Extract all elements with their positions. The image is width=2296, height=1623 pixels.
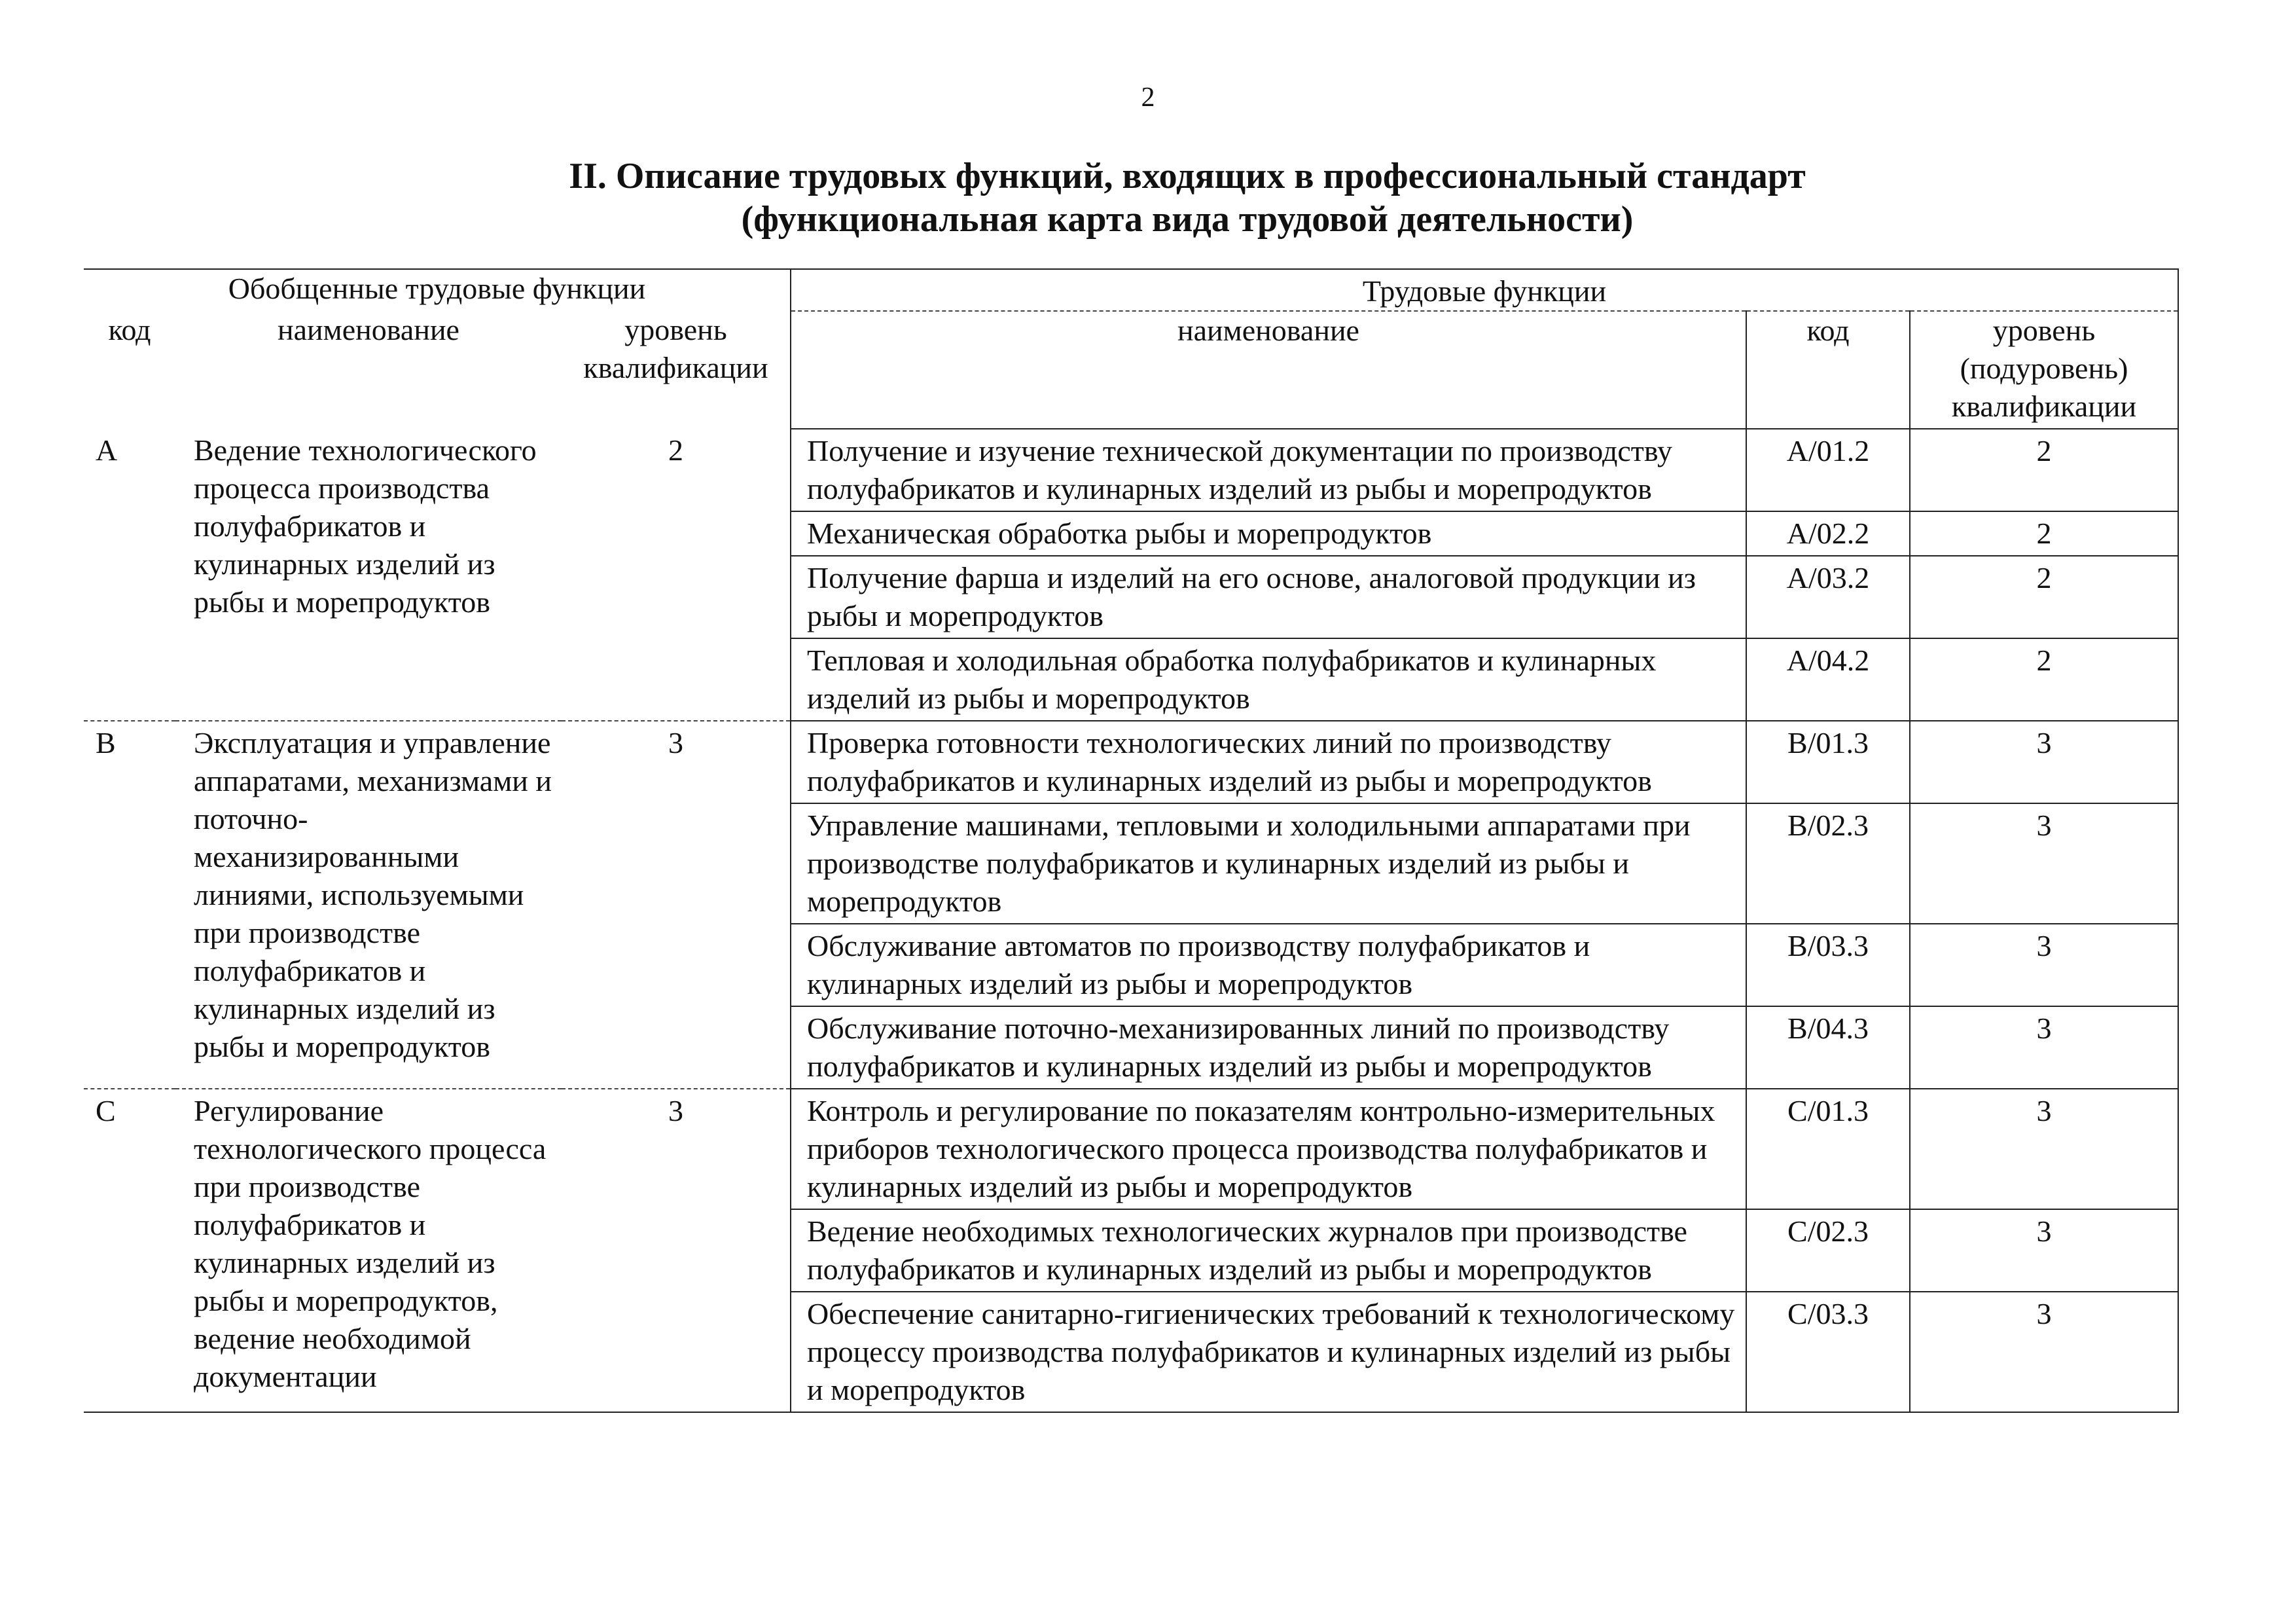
labor-function-name: Тепловая и холодильная обработка полуфабрикатов и кулинарных изделий из рыбы и морепродуктов [791, 638, 1746, 721]
labor-function-code: B/01.3 [1746, 721, 1910, 803]
generalized-function-code: B [84, 721, 175, 1089]
labor-function-level: 3 [1910, 803, 2178, 924]
page-title [0, 155, 2296, 241]
labor-function-code: A/01.2 [1746, 429, 1910, 511]
labor-function-code: B/03.3 [1746, 924, 1910, 1006]
labor-function-level: 3 [1910, 1089, 2178, 1209]
generalized-functions-header: Обобщенные трудовые функции [84, 269, 791, 311]
col-code-header: код [108, 313, 151, 346]
labor-function-name: Механическая обработка рыбы и морепродуктов [791, 511, 1746, 556]
generalized-function-level: 3 [562, 721, 791, 1089]
labor-function-level: 3 [1910, 721, 2178, 803]
title-line-2: (функциональная карта вида трудовой деятельности) [741, 199, 1634, 240]
page-number: 2 [1141, 82, 1155, 113]
col-name-header: наименование [278, 313, 459, 346]
generalized-function-level: 2 [668, 433, 683, 467]
labor-function-code: A/02.2 [1746, 511, 1910, 556]
labor-function-name: Получение фарша и изделий на его основе, аналоговой продукции из рыбы и морепродуктов [791, 556, 1746, 638]
labor-functions-header: Трудовые функции [791, 269, 2178, 311]
generalized-function-name: Ведение технологического процесса производства полуфабрикатов и кулинарных изделий из рыбы и морепродуктов [194, 433, 537, 619]
labor-function-name: Управление машинами, тепловыми и холодильными аппаратами при производстве полуфабрикатов и кулинарных изделий из рыбы и морепродуктов [791, 803, 1746, 924]
table-row [84, 721, 2178, 803]
col-tf-code-header: код [1746, 311, 1910, 429]
labor-function-level: 3 [1910, 1209, 2178, 1292]
title-line-1: II. Описание трудовых функций, входящих в профессиональный стандарт [569, 156, 1806, 196]
labor-function-level: 2 [1910, 511, 2178, 556]
labor-function-code: A/03.2 [1746, 556, 1910, 638]
labor-function-level: 3 [1910, 924, 2178, 1006]
generalized-function-name: Регулирование технологического процесса при производстве полуфабрикатов и кулинарных изделий из рыбы и морепродуктов, ведение необходимой документации [175, 1089, 562, 1412]
col-tf-level-header: уровень (подуровень) квалификации [1910, 311, 2178, 429]
labor-function-code: A/04.2 [1746, 638, 1910, 721]
labor-function-level: 3 [1910, 1292, 2178, 1412]
labor-function-name: Ведение необходимых технологических журналов при производстве полуфабрикатов и кулинарных изделий из рыбы и морепродуктов [791, 1209, 1746, 1292]
generalized-function-code: A [96, 433, 118, 467]
col-tf-name-header: наименование [791, 311, 1746, 429]
labor-function-level: 2 [1910, 429, 2178, 511]
labor-function-name: Обслуживание автоматов по производству полуфабрикатов и кулинарных изделий из рыбы и морепродуктов [791, 924, 1746, 1006]
labor-function-name: Обслуживание поточно-механизированных линий по производству полуфабрикатов и кулинарных изделий из рыбы и морепродуктов [791, 1006, 1746, 1089]
table-row [84, 1089, 2178, 1209]
generalized-function-level: 3 [562, 1089, 791, 1412]
labor-function-name: Обеспечение санитарно-гигиенических требований к технологическому процессу производства полуфабрикатов и кулинарных изделий из рыбы и морепродуктов [791, 1292, 1746, 1412]
functional-map-table [84, 268, 2179, 1413]
labor-function-code: B/04.3 [1746, 1006, 1910, 1089]
table-row [84, 429, 2178, 511]
col-level-header: уровень квалификации [583, 313, 768, 384]
generalized-function-name: Эксплуатация и управление аппаратами, механизмами и поточно-механизированными линиями, используемыми при производстве полуфабрикатов и кулинарных изделий из рыбы и морепродуктов [175, 721, 562, 1089]
labor-function-level: 2 [1910, 556, 2178, 638]
labor-function-code: C/01.3 [1746, 1089, 1910, 1209]
labor-function-code: C/03.3 [1746, 1292, 1910, 1412]
labor-function-name: Проверка готовности технологических линий по производству полуфабрикатов и кулинарных изделий из рыбы и морепродуктов [791, 721, 1746, 803]
generalized-function-code: C [84, 1089, 175, 1412]
labor-function-name: Получение и изучение технической документации по производству полуфабрикатов и кулинарных изделий из рыбы и морепродуктов [791, 429, 1746, 511]
labor-function-level: 3 [1910, 1006, 2178, 1089]
labor-function-name: Контроль и регулирование по показателям контрольно-измерительных приборов технологического процесса производства полуфабрикатов и кулинарных изделий из рыбы и морепродуктов [791, 1089, 1746, 1209]
functional-map-table-wrapper [84, 268, 2178, 1413]
labor-function-level: 2 [1910, 638, 2178, 721]
labor-function-code: B/02.3 [1746, 803, 1910, 924]
labor-function-code: C/02.3 [1746, 1209, 1910, 1292]
